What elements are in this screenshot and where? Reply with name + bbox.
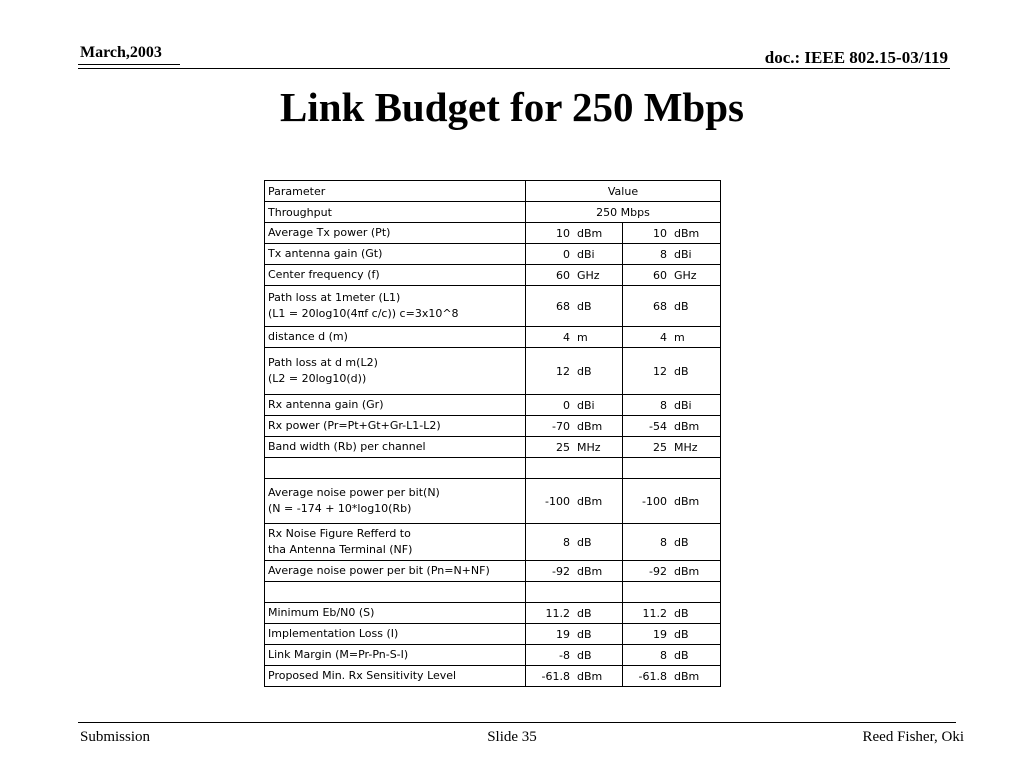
value-1 xyxy=(526,265,623,286)
blank-cell xyxy=(265,582,526,603)
value-unit: dB xyxy=(577,627,592,641)
value-number: -61.8 xyxy=(638,669,667,683)
value-unit: dBm xyxy=(577,564,603,578)
value-number: -92 xyxy=(552,564,570,578)
param-label: Proposed Min. Rx Sensitivity Level xyxy=(265,666,526,687)
footer-slide-number: Slide 35 xyxy=(487,729,537,745)
value-number: 4 xyxy=(660,330,667,344)
param-label xyxy=(265,524,526,561)
value-unit: dBm xyxy=(674,419,700,433)
value-2 xyxy=(623,666,721,687)
value-unit: dB xyxy=(674,606,689,620)
value-unit: dBm xyxy=(577,226,603,240)
value-unit: dBm xyxy=(674,494,700,508)
blank-cell xyxy=(623,582,721,603)
footer-author: Reed Fisher, Oki xyxy=(862,729,964,745)
value-unit: MHz xyxy=(577,440,601,454)
value-unit: dBm xyxy=(674,669,700,683)
value-number: -61.8 xyxy=(541,669,570,683)
value-unit: dB xyxy=(674,535,689,549)
value-2 xyxy=(623,645,721,666)
value-number: -70 xyxy=(552,419,570,433)
value-unit: dB xyxy=(674,364,689,378)
table-row xyxy=(265,624,721,645)
value-2 xyxy=(623,265,721,286)
value-number: -8 xyxy=(559,648,570,662)
param-label: Implementation Loss (I) xyxy=(265,624,526,645)
value-unit: dBi xyxy=(674,398,692,412)
value-number: 12 xyxy=(556,364,570,378)
param-label: distance d (m) xyxy=(265,327,526,348)
header-parameter: Parameter xyxy=(265,181,526,202)
value-unit: m xyxy=(577,330,588,344)
value-2 xyxy=(623,286,721,327)
link-budget-table xyxy=(264,180,721,687)
value-2 xyxy=(623,624,721,645)
blank-cell xyxy=(526,458,623,479)
value-unit: dB xyxy=(577,606,592,620)
table-row xyxy=(265,416,721,437)
value-1 xyxy=(526,244,623,265)
value-number: 19 xyxy=(556,627,570,641)
value-number: 10 xyxy=(653,226,667,240)
header-date-underline xyxy=(78,64,180,65)
value-1 xyxy=(526,666,623,687)
param-label: Minimum Eb/N0 (S) xyxy=(265,603,526,624)
value-number: 68 xyxy=(653,299,667,313)
value-number: 11.2 xyxy=(545,606,570,620)
table-row xyxy=(265,244,721,265)
value-2 xyxy=(623,479,721,524)
param-label: Rx power (Pr=Pt+Gt+Gr-L1-L2) xyxy=(265,416,526,437)
value-number: 25 xyxy=(556,440,570,454)
value-1 xyxy=(526,348,623,395)
value-1 xyxy=(526,416,623,437)
value-number: -92 xyxy=(649,564,667,578)
value-unit: dBm xyxy=(577,669,603,683)
table-row xyxy=(265,437,721,458)
value-1 xyxy=(526,327,623,348)
value-unit: dBi xyxy=(577,247,595,261)
value-number: 8 xyxy=(563,535,570,549)
value-unit: m xyxy=(674,330,685,344)
param-label: Link Margin (M=Pr-Pn-S-I) xyxy=(265,645,526,666)
table-row xyxy=(265,645,721,666)
value-number: 60 xyxy=(653,268,667,282)
value-number: -100 xyxy=(642,494,667,508)
value-number: -100 xyxy=(545,494,570,508)
param-line-1: Rx Noise Figure Refferd to xyxy=(268,527,411,540)
value-1 xyxy=(526,286,623,327)
header-doc-id: doc.: IEEE 802.15-03/119 xyxy=(764,48,948,67)
throughput-value: 250 Mbps xyxy=(526,202,721,223)
blank-cell xyxy=(265,458,526,479)
value-number: 12 xyxy=(653,364,667,378)
value-number: 25 xyxy=(653,440,667,454)
value-number: 0 xyxy=(563,398,570,412)
value-number: 8 xyxy=(660,648,667,662)
value-unit: dBm xyxy=(674,564,700,578)
param-label xyxy=(265,286,526,327)
value-2 xyxy=(623,524,721,561)
value-number: -54 xyxy=(649,419,667,433)
value-1 xyxy=(526,624,623,645)
value-1 xyxy=(526,479,623,524)
table-row xyxy=(265,348,721,395)
value-unit: GHz xyxy=(674,268,697,282)
value-number: 11.2 xyxy=(642,606,667,620)
param-line-2: (L2 = 20log10(d)) xyxy=(268,372,367,385)
header-rule xyxy=(78,68,950,69)
table-row xyxy=(265,479,721,524)
param-line-1: Path loss at d m(L2) xyxy=(268,356,378,369)
table-row xyxy=(265,603,721,624)
footer-submission: Submission xyxy=(80,729,151,745)
throughput-label: Throughput xyxy=(265,202,526,223)
value-number: 0 xyxy=(563,247,570,261)
value-2 xyxy=(623,437,721,458)
param-label: Average noise power per bit (Pn=N+NF) xyxy=(265,561,526,582)
value-number: 8 xyxy=(660,535,667,549)
value-1 xyxy=(526,645,623,666)
value-2 xyxy=(623,561,721,582)
param-line-1: Average noise power per bit(N) xyxy=(268,486,440,499)
value-unit: dB xyxy=(577,364,592,378)
table-row xyxy=(265,286,721,327)
value-unit: dBi xyxy=(577,398,595,412)
value-number: 8 xyxy=(660,247,667,261)
param-label: Tx antenna gain (Gt) xyxy=(265,244,526,265)
value-1 xyxy=(526,395,623,416)
value-1 xyxy=(526,561,623,582)
value-2 xyxy=(623,244,721,265)
table-row xyxy=(265,561,721,582)
param-line-2: (N = -174 + 10*log10(Rb) xyxy=(268,502,412,515)
blank-cell xyxy=(623,458,721,479)
table-row xyxy=(265,223,721,244)
value-1 xyxy=(526,524,623,561)
blank-row xyxy=(265,458,721,479)
table-header-row xyxy=(265,181,721,202)
value-1 xyxy=(526,437,623,458)
value-1 xyxy=(526,223,623,244)
value-unit: dB xyxy=(577,299,592,313)
value-number: 60 xyxy=(556,268,570,282)
header-date: March,2003 xyxy=(80,44,162,61)
value-number: 8 xyxy=(660,398,667,412)
param-label: Center frequency (f) xyxy=(265,265,526,286)
value-2 xyxy=(623,348,721,395)
header-value: Value xyxy=(526,181,721,202)
value-unit: dB xyxy=(674,648,689,662)
value-unit: GHz xyxy=(577,268,600,282)
value-number: 10 xyxy=(556,226,570,240)
value-2 xyxy=(623,223,721,244)
slide-title: Link Budget for 250 Mbps xyxy=(279,84,744,130)
value-unit: dB xyxy=(577,535,592,549)
param-label: Rx antenna gain (Gr) xyxy=(265,395,526,416)
blank-row xyxy=(265,582,721,603)
param-label: Average Tx power (Pt) xyxy=(265,223,526,244)
value-number: 19 xyxy=(653,627,667,641)
param-line-2: tha Antenna Terminal (NF) xyxy=(268,543,413,556)
param-line-1: Path loss at 1meter (L1) xyxy=(268,291,401,304)
value-unit: dBm xyxy=(577,419,603,433)
value-2 xyxy=(623,416,721,437)
param-label xyxy=(265,348,526,395)
value-number: 4 xyxy=(563,330,570,344)
value-2 xyxy=(623,603,721,624)
value-unit: dBm xyxy=(674,226,700,240)
param-line-2: (L1 = 20log10(4πf c/c)) c=3x10^8 xyxy=(268,307,459,320)
throughput-row xyxy=(265,202,721,223)
value-2 xyxy=(623,327,721,348)
value-number: 68 xyxy=(556,299,570,313)
blank-cell xyxy=(526,582,623,603)
param-label: Band width (Rb) per channel xyxy=(265,437,526,458)
value-unit: dB xyxy=(674,627,689,641)
value-1 xyxy=(526,603,623,624)
value-unit: MHz xyxy=(674,440,698,454)
value-unit: dB xyxy=(577,648,592,662)
value-unit: dBm xyxy=(577,494,603,508)
footer-rule xyxy=(78,722,956,723)
value-2 xyxy=(623,395,721,416)
value-unit: dBi xyxy=(674,247,692,261)
table-row xyxy=(265,666,721,687)
value-unit: dB xyxy=(674,299,689,313)
table-row xyxy=(265,395,721,416)
table-row xyxy=(265,524,721,561)
table-row xyxy=(265,327,721,348)
param-label xyxy=(265,479,526,524)
table-row xyxy=(265,265,721,286)
